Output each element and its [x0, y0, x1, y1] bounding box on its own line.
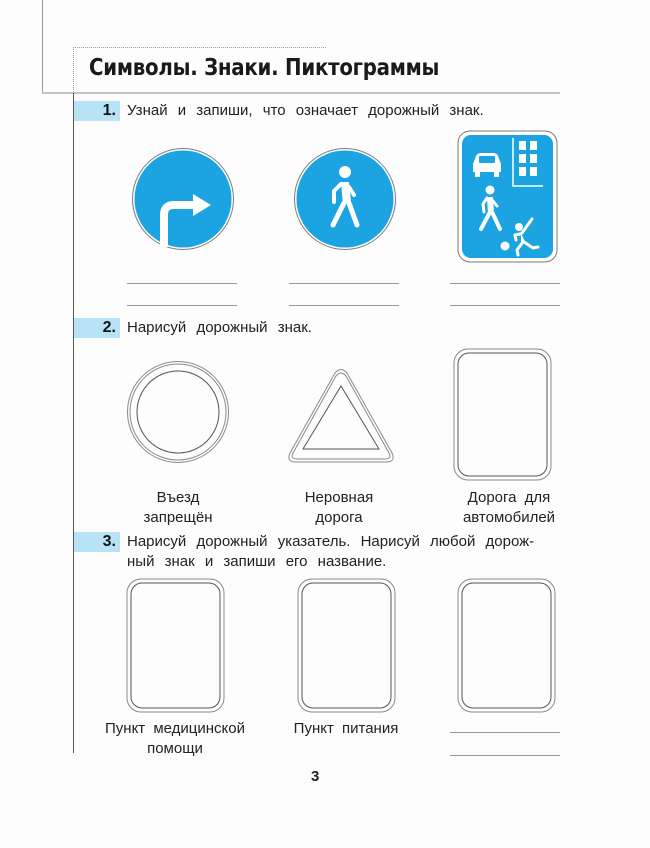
caption-line: Пункт питания: [293, 720, 399, 737]
answer-line-2a[interactable]: [289, 283, 399, 284]
margin-line: [73, 93, 74, 753]
task-3-instruction-line-1: Нарисуй дорожный указатель. Нарисуй любой дорож-: [127, 533, 535, 550]
medical-aid-sign-outline[interactable]: [126, 578, 226, 714]
caption-medical-aid: [95, 719, 255, 759]
answer-line-2b[interactable]: [289, 305, 399, 306]
task-1-instruction: Узнай и запиши, что означает дорожный знак.: [127, 102, 484, 119]
caption-line: Неровная: [304, 489, 374, 506]
task-3-number: 3.: [102, 533, 116, 550]
task-2-instruction: Нарисуй дорожный знак.: [127, 319, 312, 336]
pedestrian-path-sign-icon: [293, 147, 397, 251]
task-1-number-badge: [74, 101, 120, 121]
caption-line: Пункт медицинской: [105, 720, 245, 737]
residential-zone-sign-icon: [457, 130, 559, 264]
caption-uneven-road: [279, 488, 399, 528]
caption-line: запрещён: [143, 509, 213, 526]
page-number: 3: [311, 768, 320, 785]
caption-no-entry: [118, 488, 238, 528]
caption-line: автомобилей: [462, 509, 556, 526]
answer-line-sign-name-a[interactable]: [450, 732, 560, 733]
task-2-number-badge: [74, 318, 120, 338]
title-underline: [42, 92, 560, 94]
caption-line: Дорога для: [467, 489, 551, 506]
uneven-road-sign-outline[interactable]: [286, 369, 396, 465]
answer-line-sign-name-b[interactable]: [450, 755, 560, 756]
answer-line-1b[interactable]: [127, 305, 237, 306]
turn-right-arrow-sign-icon: [131, 147, 235, 251]
task-3-instruction-line-2: ный знак и запиши его название.: [127, 553, 387, 570]
caption-line: помощи: [147, 740, 203, 757]
answer-line-3a[interactable]: [450, 283, 560, 284]
answer-line-3b[interactable]: [450, 305, 560, 306]
custom-sign-outline[interactable]: [457, 578, 557, 714]
no-entry-sign-outline[interactable]: [126, 360, 230, 464]
task-3-number-badge: [74, 532, 120, 552]
car-road-sign-outline[interactable]: [453, 348, 553, 482]
caption-food-point: [276, 719, 416, 739]
page-title: Символы. Знаки. Пиктограммы: [89, 55, 440, 81]
frame-outer-vertical-line: [42, 0, 43, 93]
caption-car-road: [444, 488, 574, 528]
task-2-number: 2.: [102, 319, 116, 336]
caption-line: дорога: [315, 509, 363, 526]
caption-line: Въезд: [156, 489, 200, 506]
food-point-sign-outline[interactable]: [297, 578, 397, 714]
task-1-number: 1.: [102, 102, 116, 119]
answer-line-1a[interactable]: [127, 283, 237, 284]
